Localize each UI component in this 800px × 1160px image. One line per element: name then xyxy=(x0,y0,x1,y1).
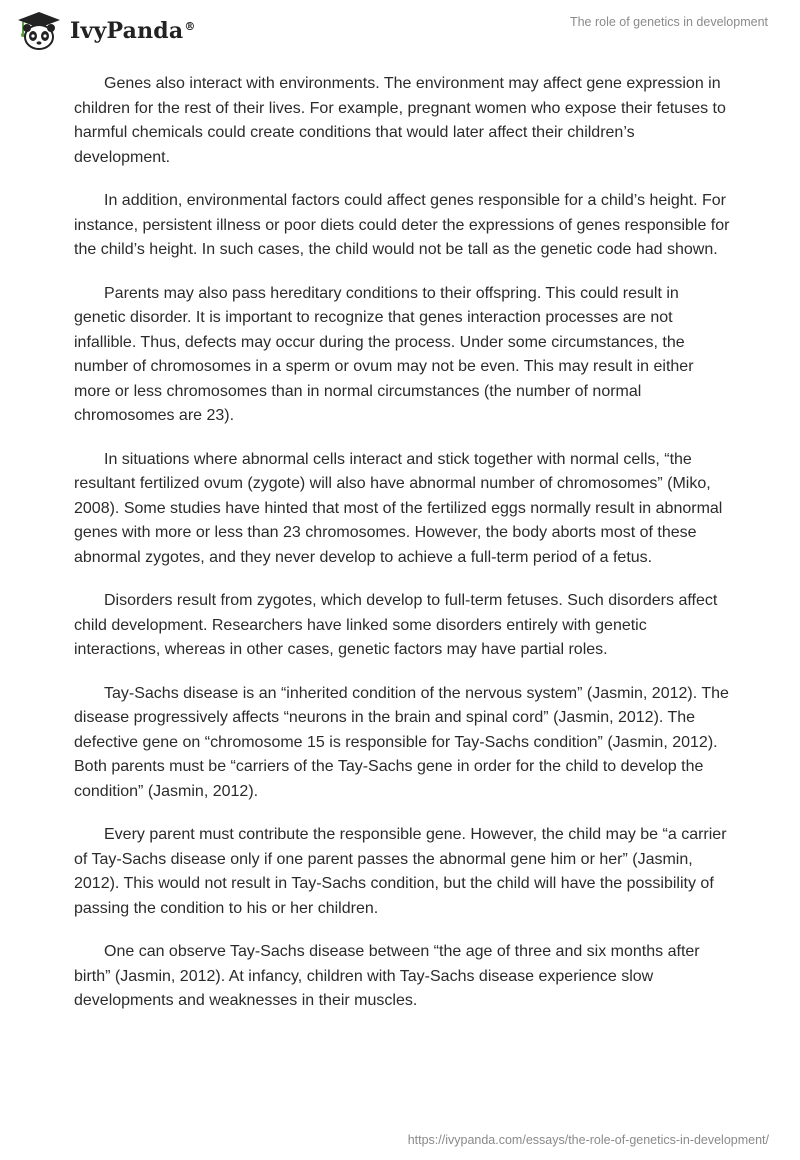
paragraph: One can observe Tay-Sachs disease between “the age of three and six months after birth” (Jasmin, 2012). At infancy, children with Tay-Sachs disease experience slow developments and weaknesses in their muscles. xyxy=(74,943,700,1009)
paragraph: In addition, environmental factors could affect genes responsible for a child’s height. For instance, persistent illness or poor diets could deter the expressions of genes responsible for the child’s height. In such cases, the child would not be tall as the genetic code had shown. xyxy=(74,192,730,258)
brand-name: IvyPanda® xyxy=(70,18,196,44)
panda-graduate-icon xyxy=(16,10,62,52)
paragraph: Every parent must contribute the responsible gene. However, the child may be “a carrier of Tay-Sachs disease only if one parent passes the abnormal gene him or her” (Jasmin, 2012). This would not result in Tay-Sachs condition, but the child will have the possibility of passing the condition to his or her children. xyxy=(74,826,727,917)
page-header xyxy=(0,0,800,64)
paragraph: Parents may also pass hereditary conditions to their offspring. This could result in genetic disorder. It is important to recognize that genes interaction processes are not infallible. Thus, defects may occur during the process. Under some circumstances, the number of chromosomes in a sperm or ovum may not be even. This may result in either more or less chromosomes than in normal circumstances (the number of normal chromosomes are 23). xyxy=(74,284,694,424)
paragraph: Disorders result from zygotes, which develop to full-term fetuses. Such disorders affect child development. Researchers have linked some disorders entirely with genetic interactions, whereas in other cases, genetic factors may have partial roles. xyxy=(74,592,718,658)
paragraph: Tay-Sachs disease is an “inherited condition of the nervous system” (Jasmin, 2012). The disease progressively affects “neurons in the brain and spinal cord” (Jasmin, 2012). The defective gene on “chromosome 15 is responsible for Tay-Sachs condition” (Jasmin, 2012). Both parents must be “carriers of the Tay-Sachs gene in order for the child to develop the condition” (Jasmin, 2012). xyxy=(74,684,729,800)
ivypanda-logo[interactable] xyxy=(16,10,196,52)
paragraph: In situations where abnormal cells interact and stick together with normal cells, “the resultant fertilized ovum (zygote) will also have abnormal number of chromosomes” (Miko, 2008). Some studies have hinted that most of the fertilized eggs normally result in abnormal genes with more or less than 23 chromosomes. However, the body aborts most of these abnormal zygotes, and they never develop to achieve a full-term period of a fetus. xyxy=(74,450,723,566)
essay-body xyxy=(74,72,730,1033)
paragraph: Genes also interact with environments. The environment may affect gene expression in children for the rest of their lives. For example, pregnant women who expose their fetuses to harmful chemicals could create conditions that would later affect their children’s development. xyxy=(74,75,726,166)
document-title: The role of genetics in development xyxy=(569,15,768,29)
source-url-link[interactable]: https://ivypanda.com/essays/the-role-of-genetics-in-development/ xyxy=(407,1133,769,1147)
